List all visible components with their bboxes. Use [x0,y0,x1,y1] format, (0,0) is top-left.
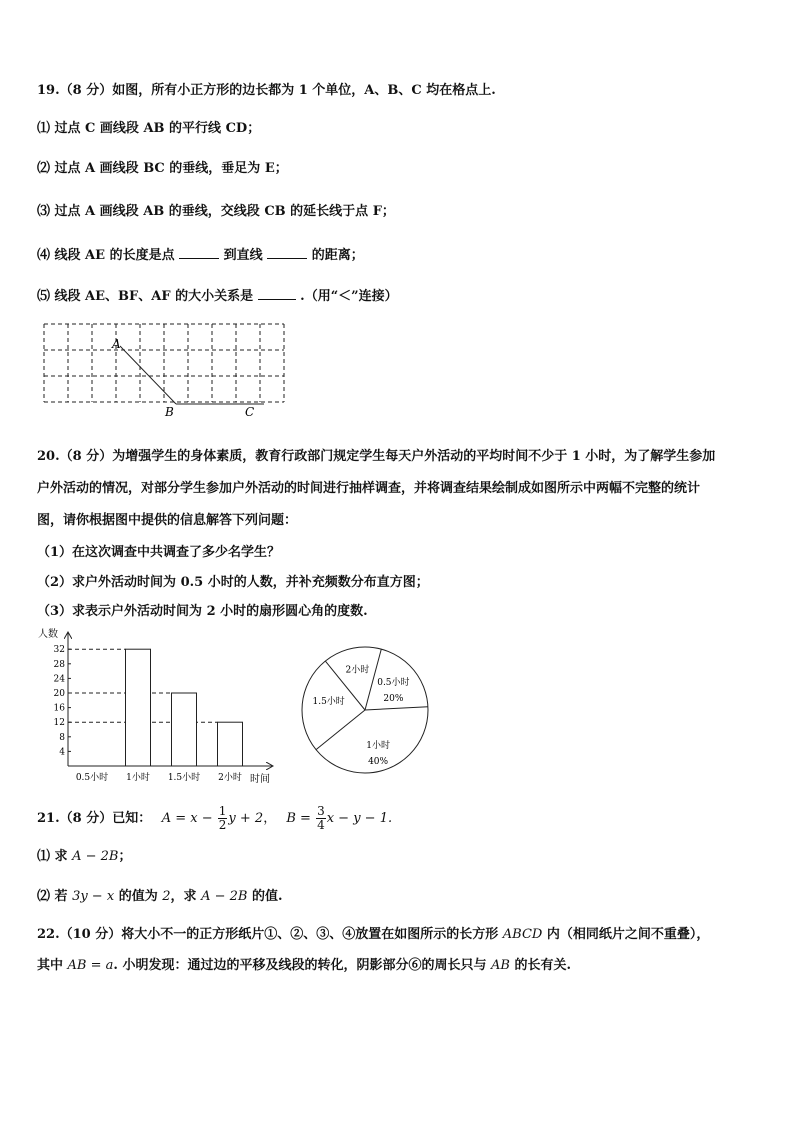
q22-line-1-a: 22.（10 分）将大小不一的正方形纸片①、②、③、④放置在如图所示的长方形 [37,927,499,942]
fraction-numerator: 3 [317,804,325,818]
q20-item-3: （3）求表示户外活动时间为 2 小时的扇形圆心角的度数. [37,604,368,619]
expression-b-tail: x − y − 1. [326,811,393,826]
fraction-numerator: 1 [218,804,227,818]
q19-item-3: ⑶ 过点 A 画线段 AB 的垂线，交线段 CB 的延长线于点 F； [37,204,395,219]
q21-item-2-expr2: A − 2B [201,889,248,904]
q22-ab-equation: AB = a [67,958,114,973]
q20-item-1: （1）在这次调查中共调查了多少名学生？ [37,545,281,560]
point-label-b: B [165,405,174,419]
q22-line-2-e: 的长有关. [514,958,572,973]
y-tick-label: 28 [53,659,65,670]
q19-item-4-c: 的距离； [311,248,364,263]
q21-item-1 [37,848,131,866]
q19-item-4-b: 到直线 [223,248,263,263]
q22-ab: AB [491,958,510,973]
expression-a-tail: y + 2 [228,811,264,826]
q20-line-1: 20.（8 分）为增强学生的身体素质，教育行政部门规定学生每天户外活动的平均时间不少于 1 小时，为了解学生参加 [37,449,716,464]
pie-percent-label: 20% [383,694,404,705]
q20-line-2: 户外活动的情况，对部分学生参加户外活动的时间进行抽样调查，并将调查结果绘制成如图所示中两幅不完整的统计 [37,481,701,496]
q22-rect-name: ABCD [502,927,543,942]
x-category-label: 1.5小时 [167,773,201,783]
segment-ab [120,346,176,404]
q22-line-2-a: 其中 [37,958,64,973]
q21-item-1-a: ⑴ 求 [37,849,68,864]
pie-slice-label: 2小时 [345,665,370,676]
q21-item-2-a: ⑵ 若 [37,889,68,904]
pie-slice-label: 0.5小时 [377,678,410,689]
q21-item-2-e: ，求 [170,889,197,904]
expression-b [286,804,393,832]
q21-title: 21.（8 分）已知： [37,811,152,826]
q21-item-2-value: 2 [162,889,171,904]
q20-line-3: 图，请你根据图中提供的信息解答下列问题： [37,513,298,528]
q22-line-1-c: 内（相同纸片之间不重叠）， [546,927,710,942]
q19-title: 19.（8 分）如图，所有小正方形的边长都为 1 个单位，A、B、C 均在格点上. [37,83,496,98]
symbol-b: B [286,811,296,826]
q21-item-1-c: ； [118,849,132,864]
fraction-denominator: 2 [218,818,227,832]
answer-blank-2[interactable] [267,245,307,259]
fraction-three-quarters [316,805,326,832]
fraction-denominator: 4 [317,818,325,832]
x-category-label: 2小时 [218,773,242,783]
q21-item-2-g: 的值. [251,889,283,904]
q21-title-line [37,802,392,836]
q21-item-2-expr: 3y − x [72,889,115,904]
q21-item-2 [37,888,283,906]
y-tick-label: 32 [53,645,65,656]
answer-blank-3[interactable] [258,286,296,300]
point-label-c: C [245,405,255,419]
symbol-a: A [161,811,172,826]
q21-item-1-expr: A − 2B [72,849,119,864]
q21-item-2-c: 的值为 [118,889,158,904]
pie-chart [295,640,435,780]
x-category-label: 1小时 [126,773,150,783]
y-tick-label: 24 [53,674,65,685]
y-tick-label: 4 [59,747,65,758]
histogram-bar [126,649,151,766]
expression-b-mid: = [295,811,316,826]
q22-line-2 [37,957,571,975]
y-tick-label: 16 [53,703,65,714]
pie-percent-label: 40% [368,757,389,768]
q19-item-4-a: ⑷ 线段 AE 的长度是点 [37,248,175,263]
q22-line-2-c: . 小明发现：通过边的平移及线段的转化，阴影部分⑥的周长只与 [113,958,487,973]
pie-slice-label: 1小时 [366,741,390,752]
y-tick-label: 20 [53,689,65,699]
q19-item-4 [37,245,364,265]
point-label-a: A [112,337,121,351]
pie-slice-label: 1.5小时 [312,697,345,708]
q19-item-5 [37,286,398,306]
grid-lines [44,324,284,402]
y-axis-label: 人数 [38,629,58,640]
x-category-label: 0.5小时 [75,773,109,783]
y-tick-label: 12 [53,718,65,729]
q19-item-5-a: ⑸ 线段 AE、BF、AF 的大小关系是 [37,289,254,304]
q19-grid-figure [40,320,290,426]
fraction-one-half [218,805,228,832]
q19-item-1: ⑴ 过点 C 画线段 AB 的平行线 CD； [37,121,261,136]
x-axis-label: 时间 [250,774,270,785]
q19-item-5-b: .（用“＜”连接） [300,289,398,304]
y-tick-label: 8 [59,732,65,743]
answer-blank-1[interactable] [179,245,219,259]
histogram [30,625,280,790]
histogram-bar [172,693,197,766]
q22-line-1 [37,926,709,944]
expression-a-mid: = x − [171,811,217,826]
histogram-bar [218,722,243,766]
q19-item-2: ⑵ 过点 A 画线段 BC 的垂线，垂足为 E； [37,161,288,176]
q20-item-2: （2）求户外活动时间为 0.5 小时的人数，并补充频数分布直方图； [37,575,429,590]
expression-a: A = x − $\frac{1}{2}$ y + 2， [161,804,281,832]
